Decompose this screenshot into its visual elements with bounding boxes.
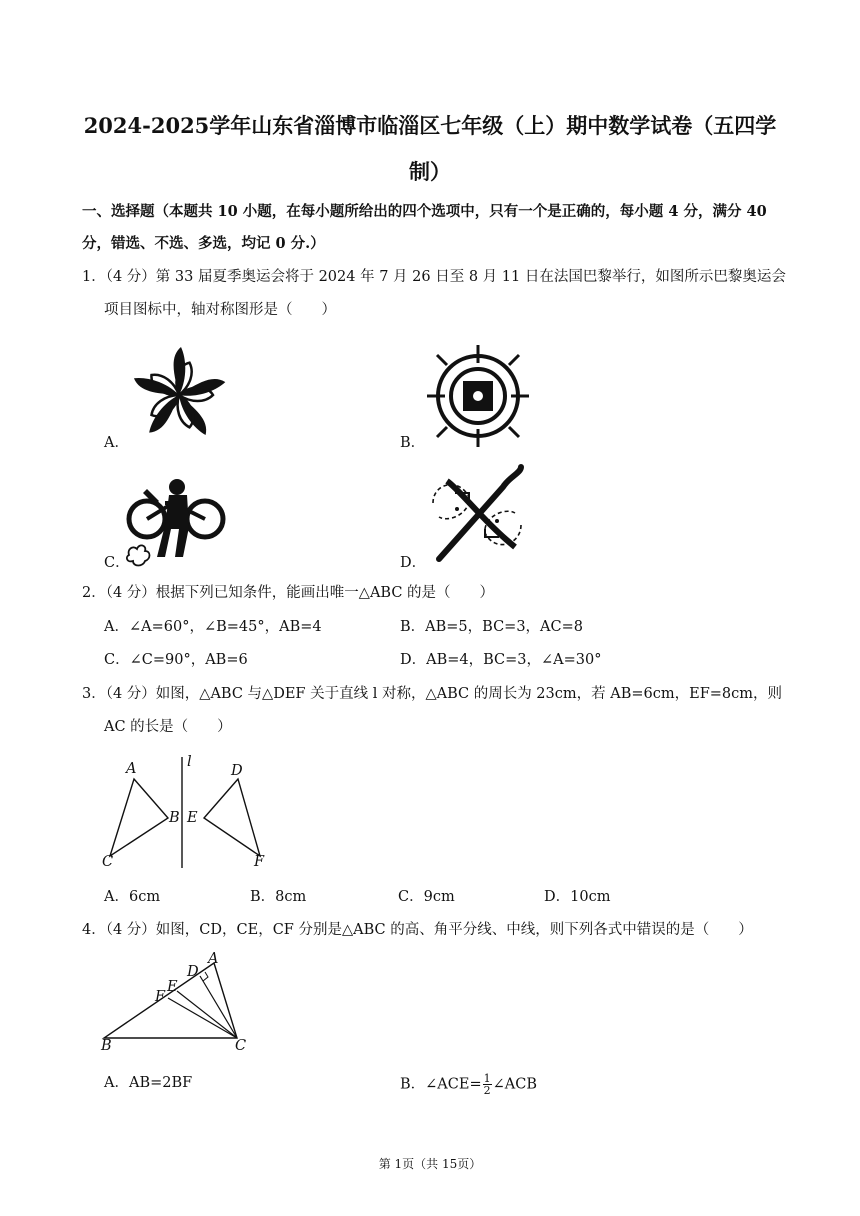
q4-label-c: C bbox=[235, 1038, 247, 1054]
q3-stem-line2: AC 的长是（ ） bbox=[104, 719, 232, 735]
q3-option-a: A．6cm bbox=[104, 889, 161, 905]
q4-option-b-fraction bbox=[483, 1073, 492, 1096]
q1-stem-line2: 项目图标中，轴对称图形是（ ） bbox=[104, 302, 336, 318]
q3-option-d: D．10cm bbox=[544, 889, 611, 905]
q2-option-b: B．AB=5，BC=3，AC=8 bbox=[400, 619, 583, 635]
q4-label-d: D bbox=[187, 964, 199, 980]
exam-title-line2: 制） bbox=[409, 159, 451, 184]
q4-triangle-figure bbox=[100, 955, 250, 1045]
q1-option-a-label: A． bbox=[104, 435, 129, 451]
q4-option-a: A．AB=2BF bbox=[104, 1075, 193, 1091]
q3-label-e: E bbox=[187, 810, 198, 826]
shooting-target-icon bbox=[425, 343, 531, 449]
q3-label-b: B bbox=[169, 810, 180, 826]
cyclist-icon bbox=[125, 477, 227, 569]
q1-stem-line1: 1．（4 分）第 33 届夏季奥运会将于 2024 年 7 月 26 日至 8 月 11 日在法国巴黎举行，如图所示巴黎奥运会 bbox=[82, 269, 786, 285]
q4-option-b-prefix: B．∠ACE= bbox=[400, 1076, 482, 1093]
q3-label-c: C bbox=[102, 854, 114, 870]
q3-option-c: C．9cm bbox=[398, 889, 455, 905]
exam-title-line1: 2024-2025学年山东省淄博市临淄区七年级（上）期中数学试卷（五四学 bbox=[83, 113, 777, 138]
q4-stem: 4．（4 分）如图，CD，CE，CF 分别是△ABC 的高、角平分线、中线，则下列各式中错误的是（ ） bbox=[82, 922, 753, 938]
q3-label-a: A bbox=[126, 761, 137, 777]
page-footer: 第 1页（共 15页） bbox=[378, 1157, 482, 1171]
q3-label-f: F bbox=[254, 854, 265, 870]
fraction-denominator: 2 bbox=[483, 1084, 491, 1097]
section-heading-line2: 分，错选、不选、多选，均记 0 分.） bbox=[82, 235, 325, 252]
pinwheel-icon bbox=[128, 345, 230, 445]
q1-option-b-label: B． bbox=[400, 435, 426, 451]
q2-option-c: C．∠C=90°，AB=6 bbox=[104, 652, 248, 668]
q3-label-l: l bbox=[187, 754, 192, 770]
section-heading-line1: 一、选择题（本题共 10 小题，在每小题所给出的四个选项中，只有一个是正确的，每小题 4 分，满分 40 bbox=[82, 203, 767, 220]
hockey-icon bbox=[425, 463, 529, 567]
q4-label-b: B bbox=[101, 1038, 112, 1054]
q1-option-c-label: C． bbox=[104, 555, 130, 571]
q1-option-d-label: D． bbox=[400, 555, 427, 571]
q3-stem-line1: 3．（4 分）如图，△ABC 与△DEF 关于直线 l 对称，△ABC 的周长为 23cm，若 AB=6cm，EF=8cm，则 bbox=[82, 686, 782, 702]
q2-stem: 2．（4 分）根据下列已知条件，能画出唯一△ABC 的是（ ） bbox=[82, 585, 495, 601]
q4-option-b-suffix: ∠ACB bbox=[492, 1076, 537, 1093]
q2-option-d: D．AB=4，BC=3，∠A=30° bbox=[400, 652, 602, 668]
q4-label-e: E bbox=[167, 979, 178, 995]
q3-label-d: D bbox=[231, 763, 243, 779]
q2-option-a: A．∠A=60°，∠B=45°，AB=4 bbox=[104, 619, 322, 635]
q4-option-b bbox=[400, 1073, 537, 1096]
q4-label-f: F bbox=[155, 989, 166, 1005]
q4-label-a: A bbox=[208, 951, 219, 967]
q3-option-b: B．8cm bbox=[250, 889, 307, 905]
fraction-numerator: 1 bbox=[483, 1072, 491, 1085]
